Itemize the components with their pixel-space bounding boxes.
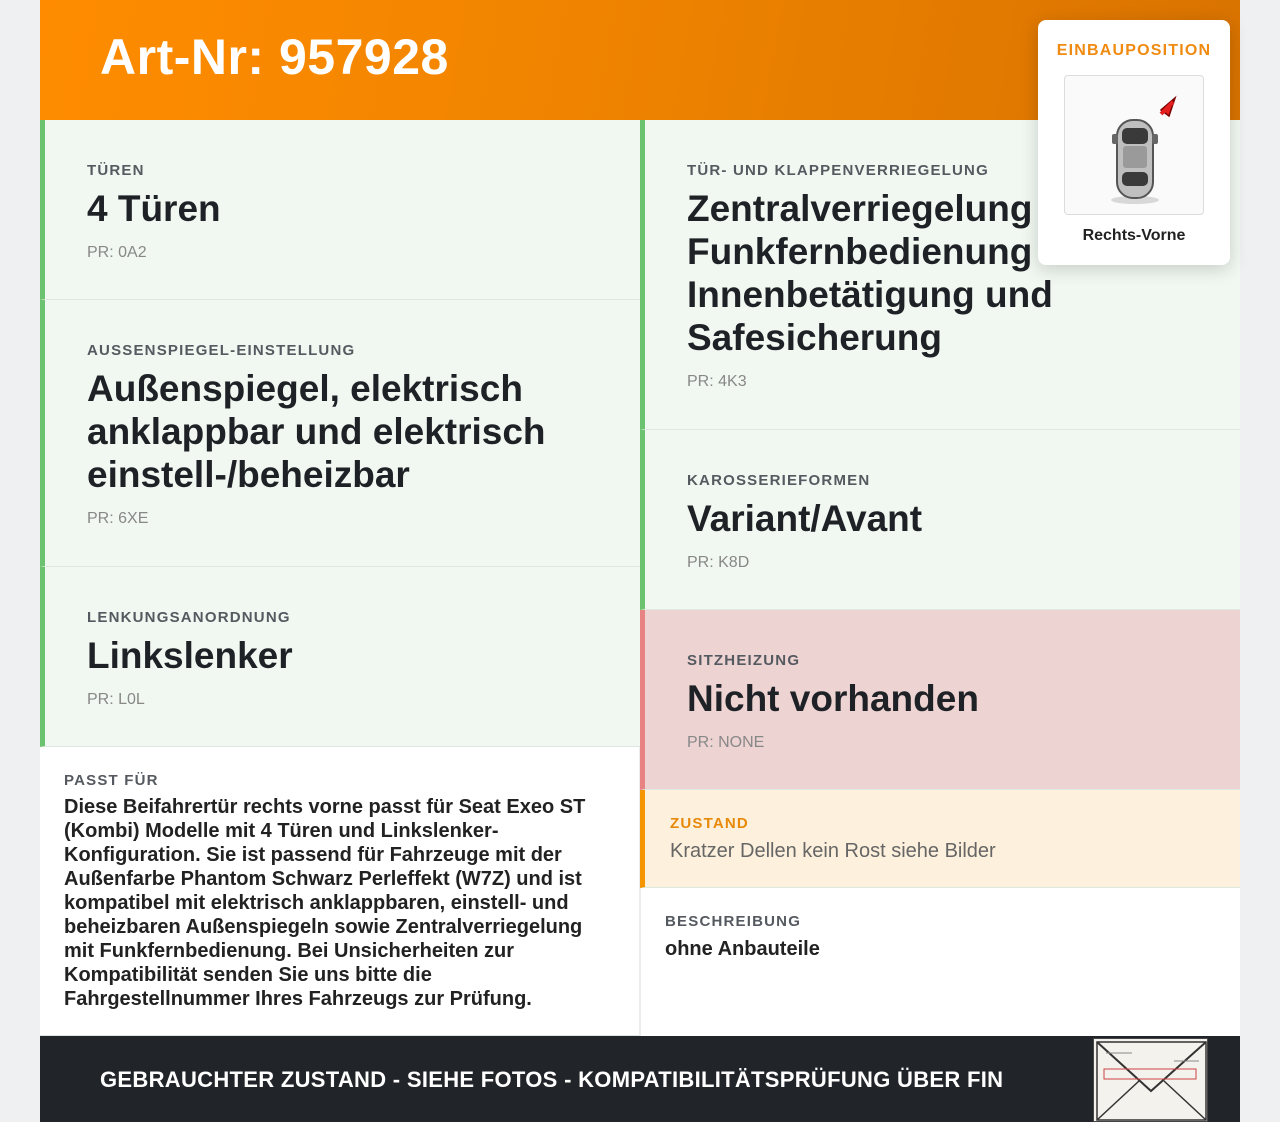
- article-number-title: Art-Nr: 957928: [100, 29, 449, 85]
- spec-pr-code: PR: 6XE: [87, 510, 149, 527]
- installation-position-label: EINBAUPOSITION: [1056, 42, 1212, 59]
- installation-position-card: [1038, 20, 1230, 265]
- condition-label: ZUSTAND: [670, 815, 749, 832]
- spec-value: Linkslenker: [87, 635, 293, 676]
- spec-label: TÜR- UND KLAPPENVERRIEGELUNG: [687, 162, 989, 179]
- spec-label: KAROSSERIEFORMEN: [687, 472, 871, 489]
- spec-pr-code: PR: 0A2: [87, 244, 147, 261]
- spec-value: 4 Türen: [87, 188, 221, 229]
- spec-label: SITZHEIZUNG: [687, 652, 801, 669]
- spec-label: AUSSENSPIEGEL-EINSTELLUNG: [87, 342, 356, 359]
- compatibility-text: Diese Beifahrertür rechts vorne passt für Seat Exeo ST (Kombi) Modelle mit 4 Türen und Linkslenker-Konfiguration. Sie ist passend für Fahrzeuge mit der Außenfarbe Phantom Schwarz Perleffekt (W7Z) und ist kompatibel mit elektrisch anklappbaren, einstell- und beheizbaren Außenspiegeln sowie Zentralverriegelung mit Funkfernbedienung. Bei Unsicherheiten zur Kompatibilität senden Sie uns bitte die Fahrgestellnummer Ihres Fahrzeugs zur Prüfung.: [64, 796, 586, 1010]
- spec-value: Zentralverriegelung Funkfernbedienung Innenbetätigung und Safesicherung: [687, 188, 1053, 358]
- spec-cell-karosserie: [640, 430, 1240, 610]
- spec-label: LENKUNGSANORDNUNG: [87, 609, 291, 626]
- car-top-view-icon: [1064, 75, 1204, 215]
- description-label: BESCHREIBUNG: [665, 913, 802, 930]
- spec-pr-code: PR: 4K3: [687, 373, 747, 390]
- spec-cell-sitzheizung: [640, 610, 1240, 790]
- spec-cell-lenkung: [40, 567, 640, 747]
- spec-value: Variant/Avant: [687, 498, 923, 539]
- spec-cell-tueren: [40, 120, 640, 300]
- description-section: [640, 888, 1240, 1036]
- condition-section: [640, 790, 1240, 888]
- description-text: ohne Anbauteile: [665, 938, 820, 960]
- condition-text: Kratzer Dellen kein Rost siehe Bilder: [670, 840, 996, 862]
- spec-pr-code: PR: L0L: [87, 691, 145, 708]
- spec-label: TÜREN: [87, 162, 145, 179]
- spec-value: Nicht vorhanden: [687, 678, 979, 719]
- spec-pr-code: PR: K8D: [687, 554, 750, 571]
- installation-position-caption: Rechts-Vorne: [1082, 227, 1186, 244]
- footer-text: GEBRAUCHTER ZUSTAND - SIEHE FOTOS - KOMPATIBILITÄTSPRÜFUNG ÜBER FIN: [100, 1067, 1004, 1092]
- compatibility-section: [40, 747, 640, 1036]
- product-sheet: [40, 0, 1240, 1122]
- spec-pr-code: PR: NONE: [687, 734, 765, 751]
- compatibility-label: PASST FÜR: [64, 772, 159, 789]
- spec-value: Außenspiegel, elektrisch anklappbar und elektrisch einstell-/beheizbar: [87, 368, 546, 495]
- envelope-stamp-icon: [1093, 1038, 1208, 1122]
- footer-bar: [40, 1036, 1240, 1122]
- spec-cell-aussenspiegel: [40, 300, 640, 567]
